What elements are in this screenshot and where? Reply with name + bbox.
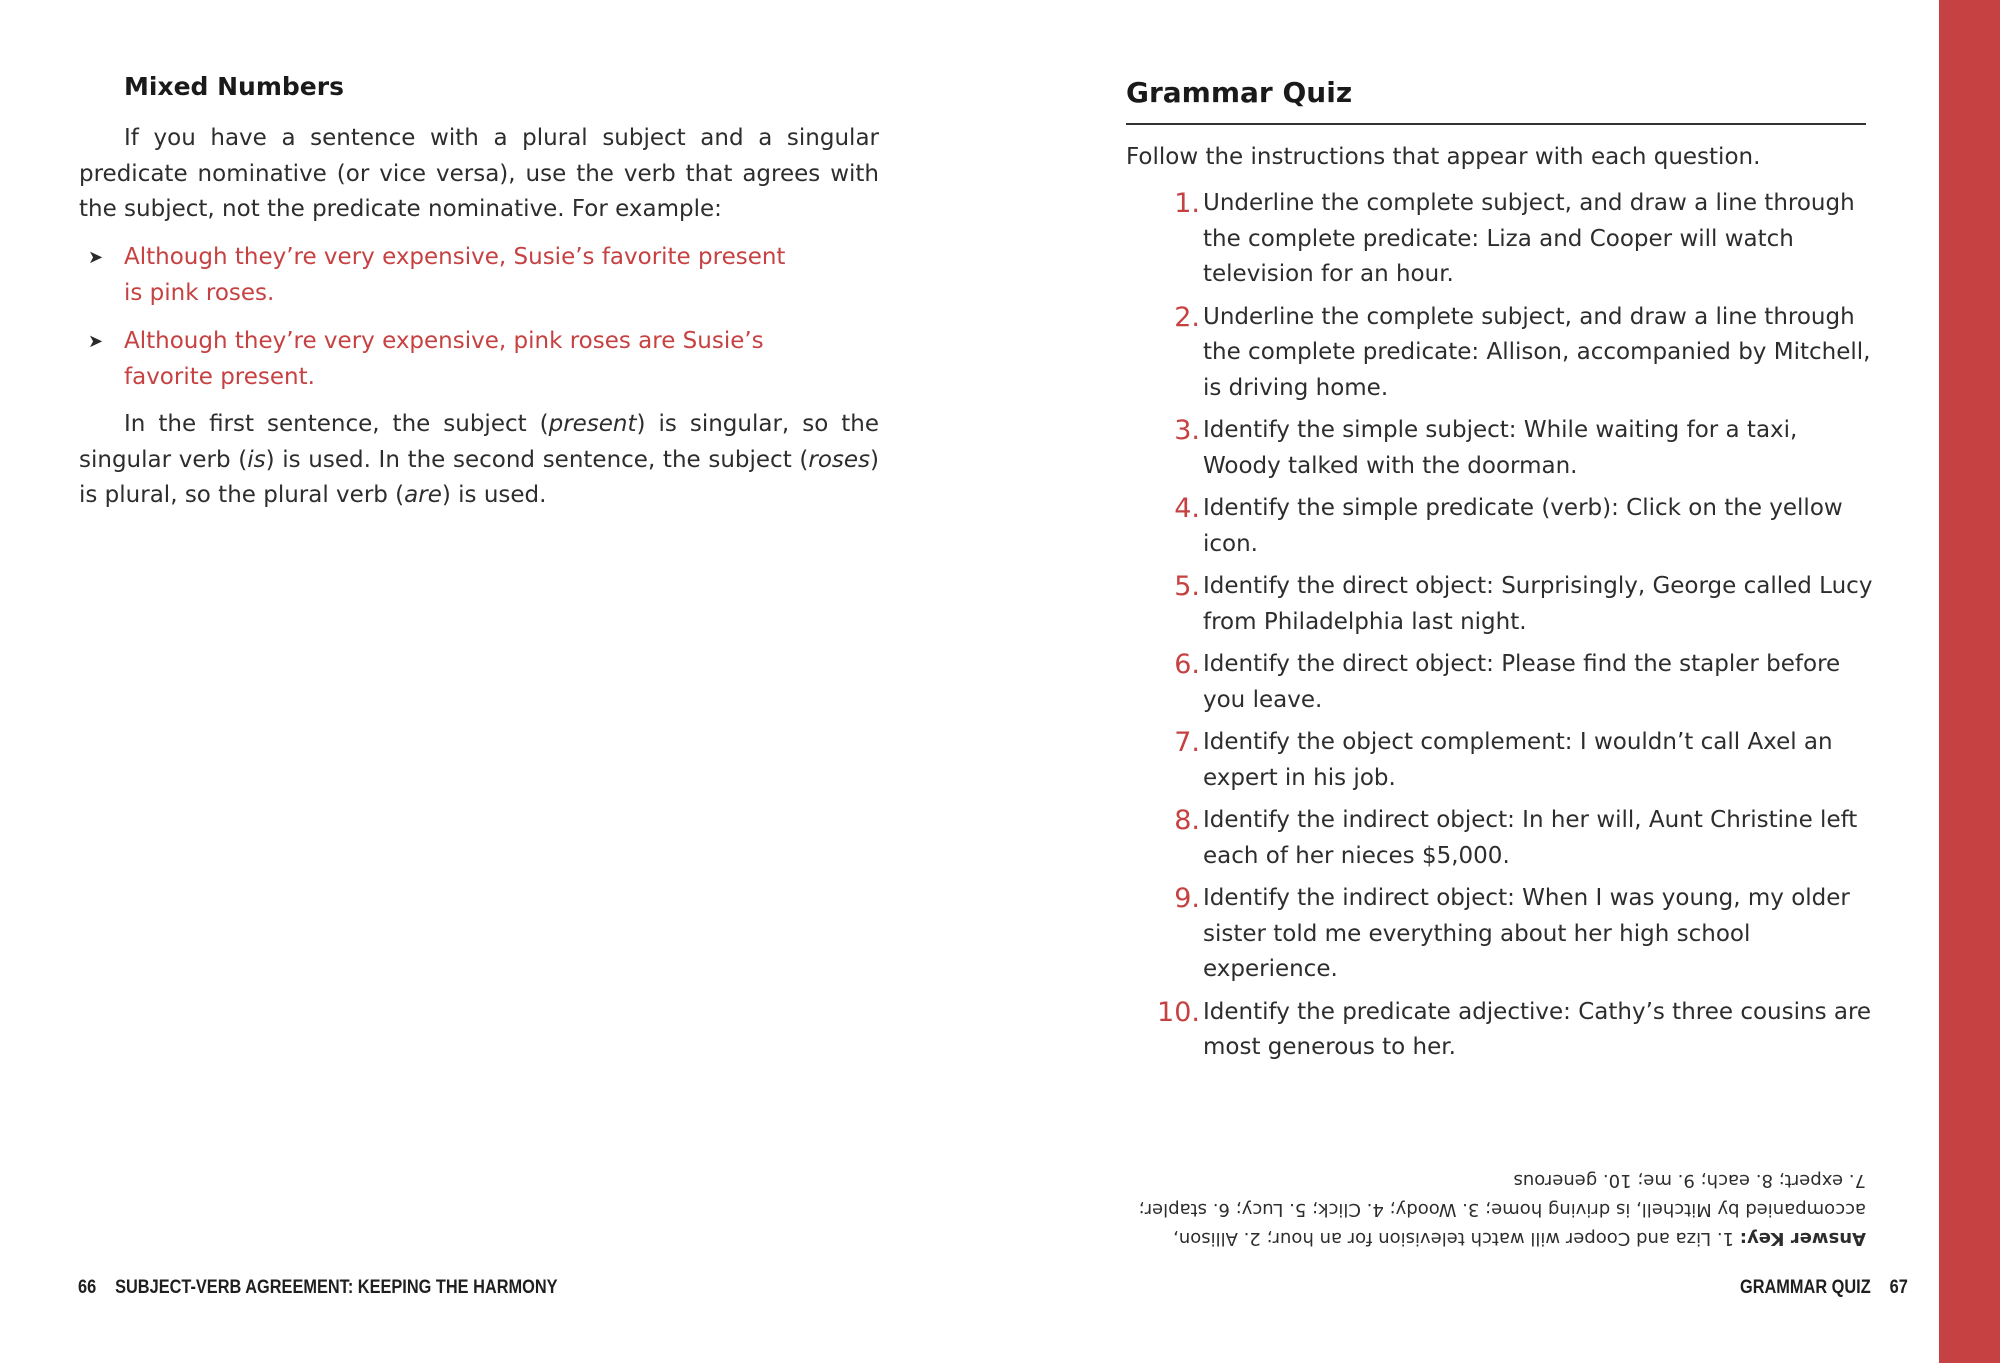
answer-key-text: 1. Liza and Cooper will watch television for an hour; 2. Allison, accompanied by Mitchell, is driving home; 3. Woody; 4. Click; 5. Lucy; 6. stapler; 7. expert; 8. each; 9. me; 10. generous: [1138, 1170, 1866, 1249]
question-number: 5.: [1174, 571, 1200, 602]
explanation-text: In the first sentence, the subject (: [124, 411, 549, 437]
explanation-text: ) is plural, so the plural verb (: [79, 446, 879, 508]
explanation-text: ) is used. In the second sentence, the subject (: [265, 446, 809, 473]
answer-key-label: Answer Key:: [1739, 1228, 1866, 1249]
example-text: Although they’re very expensive, Susie’s favorite present is pink roses.: [124, 244, 786, 306]
quiz-question: [1126, 186, 1876, 293]
explanation-paragraph: [79, 407, 879, 514]
running-head: SUBJECT-VERB AGREEMENT: KEEPING THE HARMONY: [115, 1277, 558, 1298]
quiz-question: [1126, 647, 1876, 718]
question-text: Identify the simple subject: While waiting for a taxi, Woody talked with the doorman.: [1203, 417, 1798, 479]
example-sentence: [88, 240, 808, 311]
example-sentence: [88, 324, 808, 395]
explanation-term: is: [247, 446, 266, 473]
question-number: 2.: [1174, 301, 1200, 333]
example-text: Although they’re very expensive, pink roses are Susie’s favorite present.: [124, 328, 764, 390]
quiz-question: [1126, 881, 1876, 988]
question-text: Identify the indirect object: When I was young, my older sister told me everything about her high school experience.: [1203, 885, 1850, 982]
explanation-term: are: [404, 482, 442, 508]
question-number: 9.: [1174, 883, 1200, 914]
quiz-question: [1126, 413, 1876, 484]
question-text: Underline the complete subject, and draw a line through the complete predicate: Liza and Cooper will watch television for an hour.: [1203, 190, 1855, 287]
intro-paragraph: [79, 121, 879, 228]
answer-key-upside-down: [1126, 1166, 1866, 1253]
quiz-question: [1126, 569, 1876, 640]
page-number: 66: [78, 1277, 97, 1298]
question-text: Identify the simple predicate (verb): Click on the yellow icon.: [1203, 495, 1843, 557]
question-number: 10.: [1157, 996, 1200, 1028]
left-page-footer: [78, 1277, 558, 1299]
question-text: Identify the indirect object: In her will, Aunt Christine left each of her nieces $5,000.: [1203, 807, 1858, 869]
question-number: 1.: [1174, 188, 1200, 219]
arrow-bullet-icon: ➤: [88, 331, 104, 352]
question-number: 8.: [1174, 805, 1200, 836]
accent-edge-bar: [1939, 0, 2000, 1363]
right-page-footer: [1740, 1277, 1908, 1299]
question-text: Identify the object complement: I wouldn’t call Axel an expert in his job.: [1203, 729, 1833, 791]
question-text: Identify the predicate adjective: Cathy’s three cousins are most generous to her.: [1203, 998, 1872, 1060]
quiz-question: [1126, 300, 1876, 407]
quiz-question: [1126, 803, 1876, 874]
quiz-question-list: [1126, 186, 1876, 1073]
title-divider: [1126, 123, 1866, 125]
question-number: 6.: [1174, 649, 1200, 680]
page-number: 67: [1889, 1277, 1908, 1298]
quiz-title: Grammar Quiz: [1126, 76, 1353, 109]
arrow-bullet-icon: ➤: [88, 247, 104, 268]
right-page: [1000, 0, 2000, 1363]
explanation-text: ) is used.: [441, 482, 547, 508]
question-text: Identify the direct object: Surprisingly, George called Lucy from Philadelphia last night.: [1203, 573, 1873, 635]
intro-text: If you have a sentence with a plural subject and a singular predicate nominative (or vice versa), use the verb that agrees with the subject, not the predicate nominative. For example:: [79, 125, 879, 222]
explanation-term: roses: [808, 446, 871, 473]
question-number: 7.: [1174, 727, 1200, 758]
running-head: GRAMMAR QUIZ: [1740, 1277, 1871, 1298]
explanation-term: present: [548, 411, 637, 437]
section-heading: Mixed Numbers: [124, 72, 344, 101]
quiz-question: [1126, 995, 1876, 1066]
question-text: Underline the complete subject, and draw a line through the complete predicate: Allison, accompanied by Mitchell, is driving home.: [1203, 303, 1871, 401]
quiz-question: [1126, 725, 1876, 796]
question-text: Identify the direct object: Please find the stapler before you leave.: [1203, 651, 1841, 713]
question-number: 3.: [1174, 415, 1200, 446]
quiz-instructions: Follow the instructions that appear with each question.: [1126, 144, 1761, 170]
quiz-question: [1126, 491, 1876, 562]
question-number: 4.: [1174, 493, 1200, 524]
explanation-text: ) is singular, so the singular verb (: [79, 411, 879, 473]
